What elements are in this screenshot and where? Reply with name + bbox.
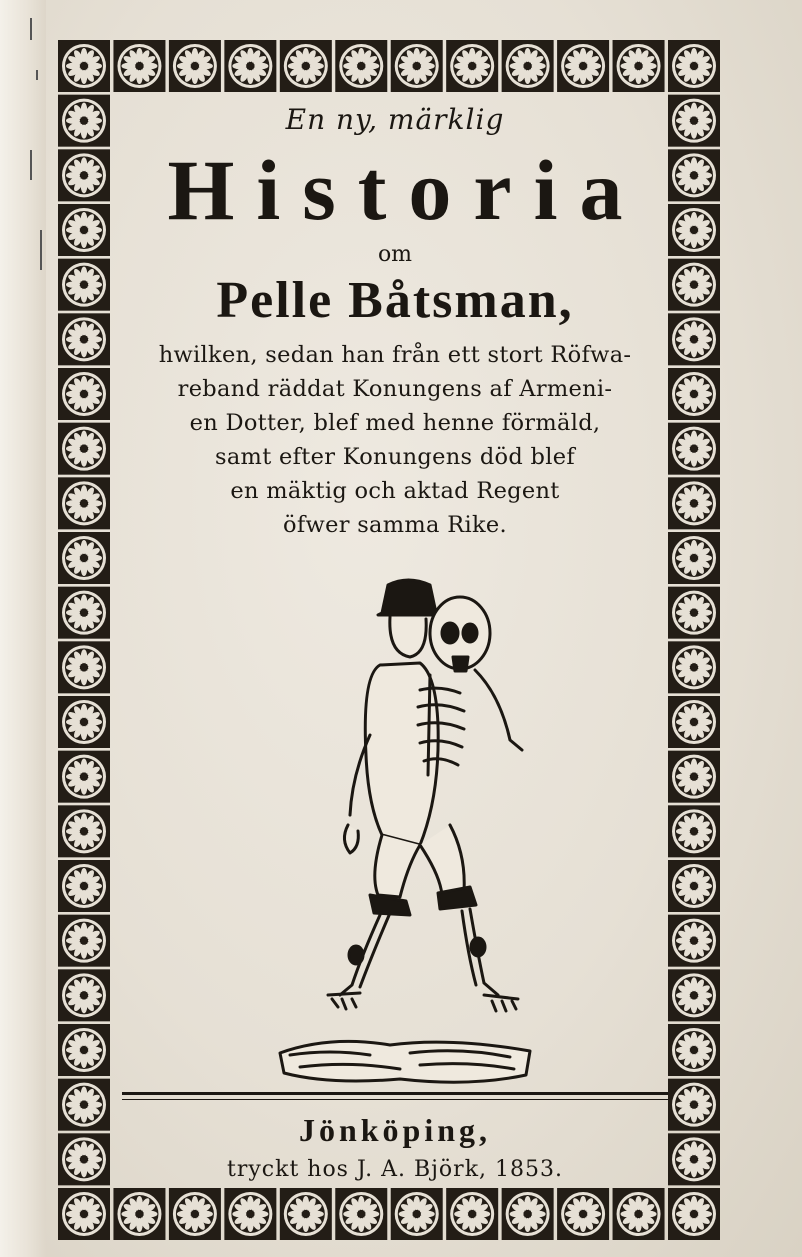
- description-line: en mäktig och aktad Regent: [230, 478, 560, 504]
- border-rosette-ornament: [224, 1188, 276, 1240]
- border-rosette-ornament: [58, 204, 110, 256]
- border-rosette-ornament: [446, 40, 498, 92]
- description-line: en Dotter, blef med henne förmäld,: [189, 410, 601, 436]
- border-rosette-ornament: [335, 1188, 387, 1240]
- border-rosette-ornament: [391, 1188, 443, 1240]
- border-rosette-ornament: [668, 751, 720, 803]
- border-rosette-ornament: [613, 1188, 665, 1240]
- title-connector: om: [377, 242, 413, 267]
- border-rosette-ornament: [58, 805, 110, 857]
- border-rosette-ornament: [668, 969, 720, 1021]
- border-rosette-ornament: [58, 95, 110, 147]
- border-rosette-ornament: [58, 969, 110, 1021]
- top-rule: [122, 1092, 668, 1095]
- border-rosette-ornament: [668, 40, 720, 92]
- border-rosette-ornament: [280, 40, 332, 92]
- description-line: samt efter Konungens död blef: [215, 444, 575, 470]
- border-rosette-ornament: [58, 860, 110, 912]
- top-rule-thin: [122, 1099, 668, 1100]
- imprint-printer: tryckt hos J. A. Björk, 1853.: [227, 1157, 563, 1182]
- border-rosette-ornament: [557, 1188, 609, 1240]
- border-rosette-ornament: [668, 696, 720, 748]
- border-rosette-ornament: [502, 40, 554, 92]
- border-rosette-ornament: [58, 1079, 110, 1131]
- imprint-place: Jönköping,: [298, 1112, 492, 1148]
- border-rosette-ornament: [668, 915, 720, 967]
- description-line: reband räddat Konungens af Armeni-: [177, 376, 613, 402]
- title-block: [110, 95, 680, 542]
- border-rosette-ornament: [58, 313, 110, 365]
- border-rosette-ornament: [58, 423, 110, 475]
- border-rosette-ornament: [113, 1188, 165, 1240]
- border-rosette-ornament: [58, 587, 110, 639]
- border-rosette-ornament: [58, 532, 110, 584]
- border-rosette-ornament: [668, 641, 720, 693]
- border-rosette-ornament: [58, 641, 110, 693]
- border-rosette-ornament: [58, 915, 110, 967]
- border-rosette-ornament: [58, 149, 110, 201]
- border-rosette-ornament: [58, 477, 110, 529]
- imprint: [110, 1112, 680, 1182]
- woodcut-man-and-skeleton: [270, 575, 540, 1095]
- description-line: hwilken, sedan han från ett stort Röfwa-: [158, 342, 632, 368]
- border-rosette-ornament: [58, 40, 110, 92]
- title-description: [110, 338, 680, 542]
- border-rosette-ornament: [113, 40, 165, 92]
- border-rosette-ornament: [668, 1024, 720, 1076]
- border-rosette-ornament: [58, 1024, 110, 1076]
- border-rosette-ornament: [557, 40, 609, 92]
- border-rosette-ornament: [58, 1188, 110, 1240]
- border-rosette-ornament: [502, 1188, 554, 1240]
- border-rosette-ornament: [668, 587, 720, 639]
- border-rosette-ornament: [169, 1188, 221, 1240]
- border-rosette-ornament: [446, 1188, 498, 1240]
- border-rosette-ornament: [613, 40, 665, 92]
- description-line: öfwer samma Rike.: [283, 512, 507, 538]
- border-rosette-ornament: [58, 751, 110, 803]
- hero-name: Pelle Båtsman,: [216, 272, 574, 329]
- border-rosette-ornament: [668, 860, 720, 912]
- border-rosette-ornament: [169, 40, 221, 92]
- title-intro: En ny, märklig: [285, 103, 505, 136]
- border-rosette-ornament: [58, 696, 110, 748]
- border-rosette-ornament: [224, 40, 276, 92]
- main-title: Historia: [167, 142, 645, 238]
- border-rosette-ornament: [335, 40, 387, 92]
- border-rosette-ornament: [391, 40, 443, 92]
- border-rosette-ornament: [58, 259, 110, 311]
- border-rosette-ornament: [58, 368, 110, 420]
- border-rosette-ornament: [58, 1133, 110, 1185]
- border-rosette-ornament: [668, 805, 720, 857]
- border-rosette-ornament: [668, 1188, 720, 1240]
- border-rosette-ornament: [280, 1188, 332, 1240]
